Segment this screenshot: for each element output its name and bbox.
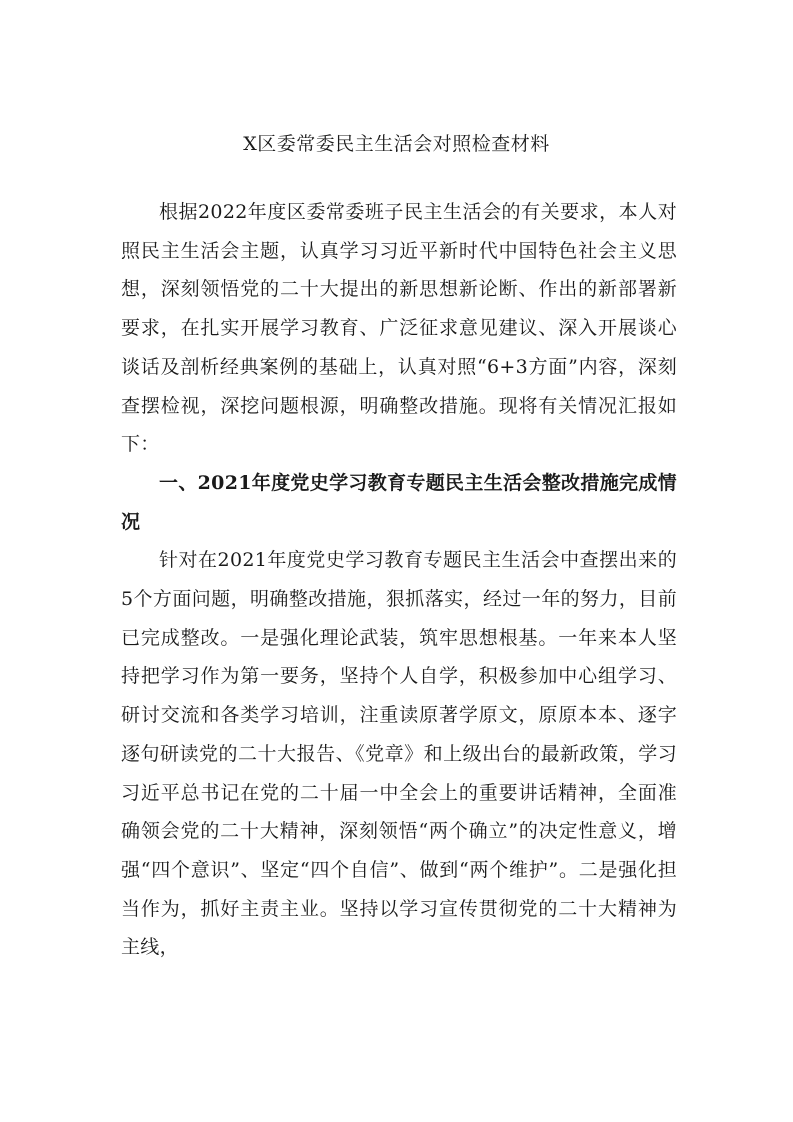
section-1-paragraph: 针对在2021年度党史学习教育专题民主生活会中查摆出来的5个方面问题，明确整改措施，狠抓落实，经过一年的努力，目前已完成整改。一是强化理论武装，筑牢思想根基。一年来本人坚持把学习作为第一要务，坚持个人自学，积极参加中心组学习、研讨交流和各类学习培训，注重读原著学原文，原原本本、逐字逐句研读党的二十大报告、《党章》和上级出台的最新政策，学习习近平总书记在党的二十届一中全会上的重要讲话精神，全面准确领会党的二十大精神，深刻领悟“两个确立”的决定性意义，增强“四个意识”、坚定“四个自信”、做到“两个维护”。二是强化担当作为，抓好主责主业。坚持以学习宣传贯彻党的二十大精神为主线， [121,549,677,959]
document-body [121,193,677,967]
intro-paragraph: 根据2022年度区委常委班子民主生活会的有关要求，本人对照民主生活会主题，认真学习习近平新时代中国特色社会主义思想，深刻领悟党的二十大提出的新思想新论断、作出的新部署新要求，在扎实开展学习教育、广泛征求意见建议、深入开展谈心谈话及剖析经典案例的基础上，认真对照“6+3方面”内容，深刻查摆检视，深挖问题根源，明确整改措施。现将有关情况汇报如下： [121,201,677,456]
section-1-heading: 一、2021年度党史学习教育专题民主生活会整改措施完成情况 [121,471,677,533]
document-title: X区委常委民主生活会对照检查材料 [243,133,550,155]
